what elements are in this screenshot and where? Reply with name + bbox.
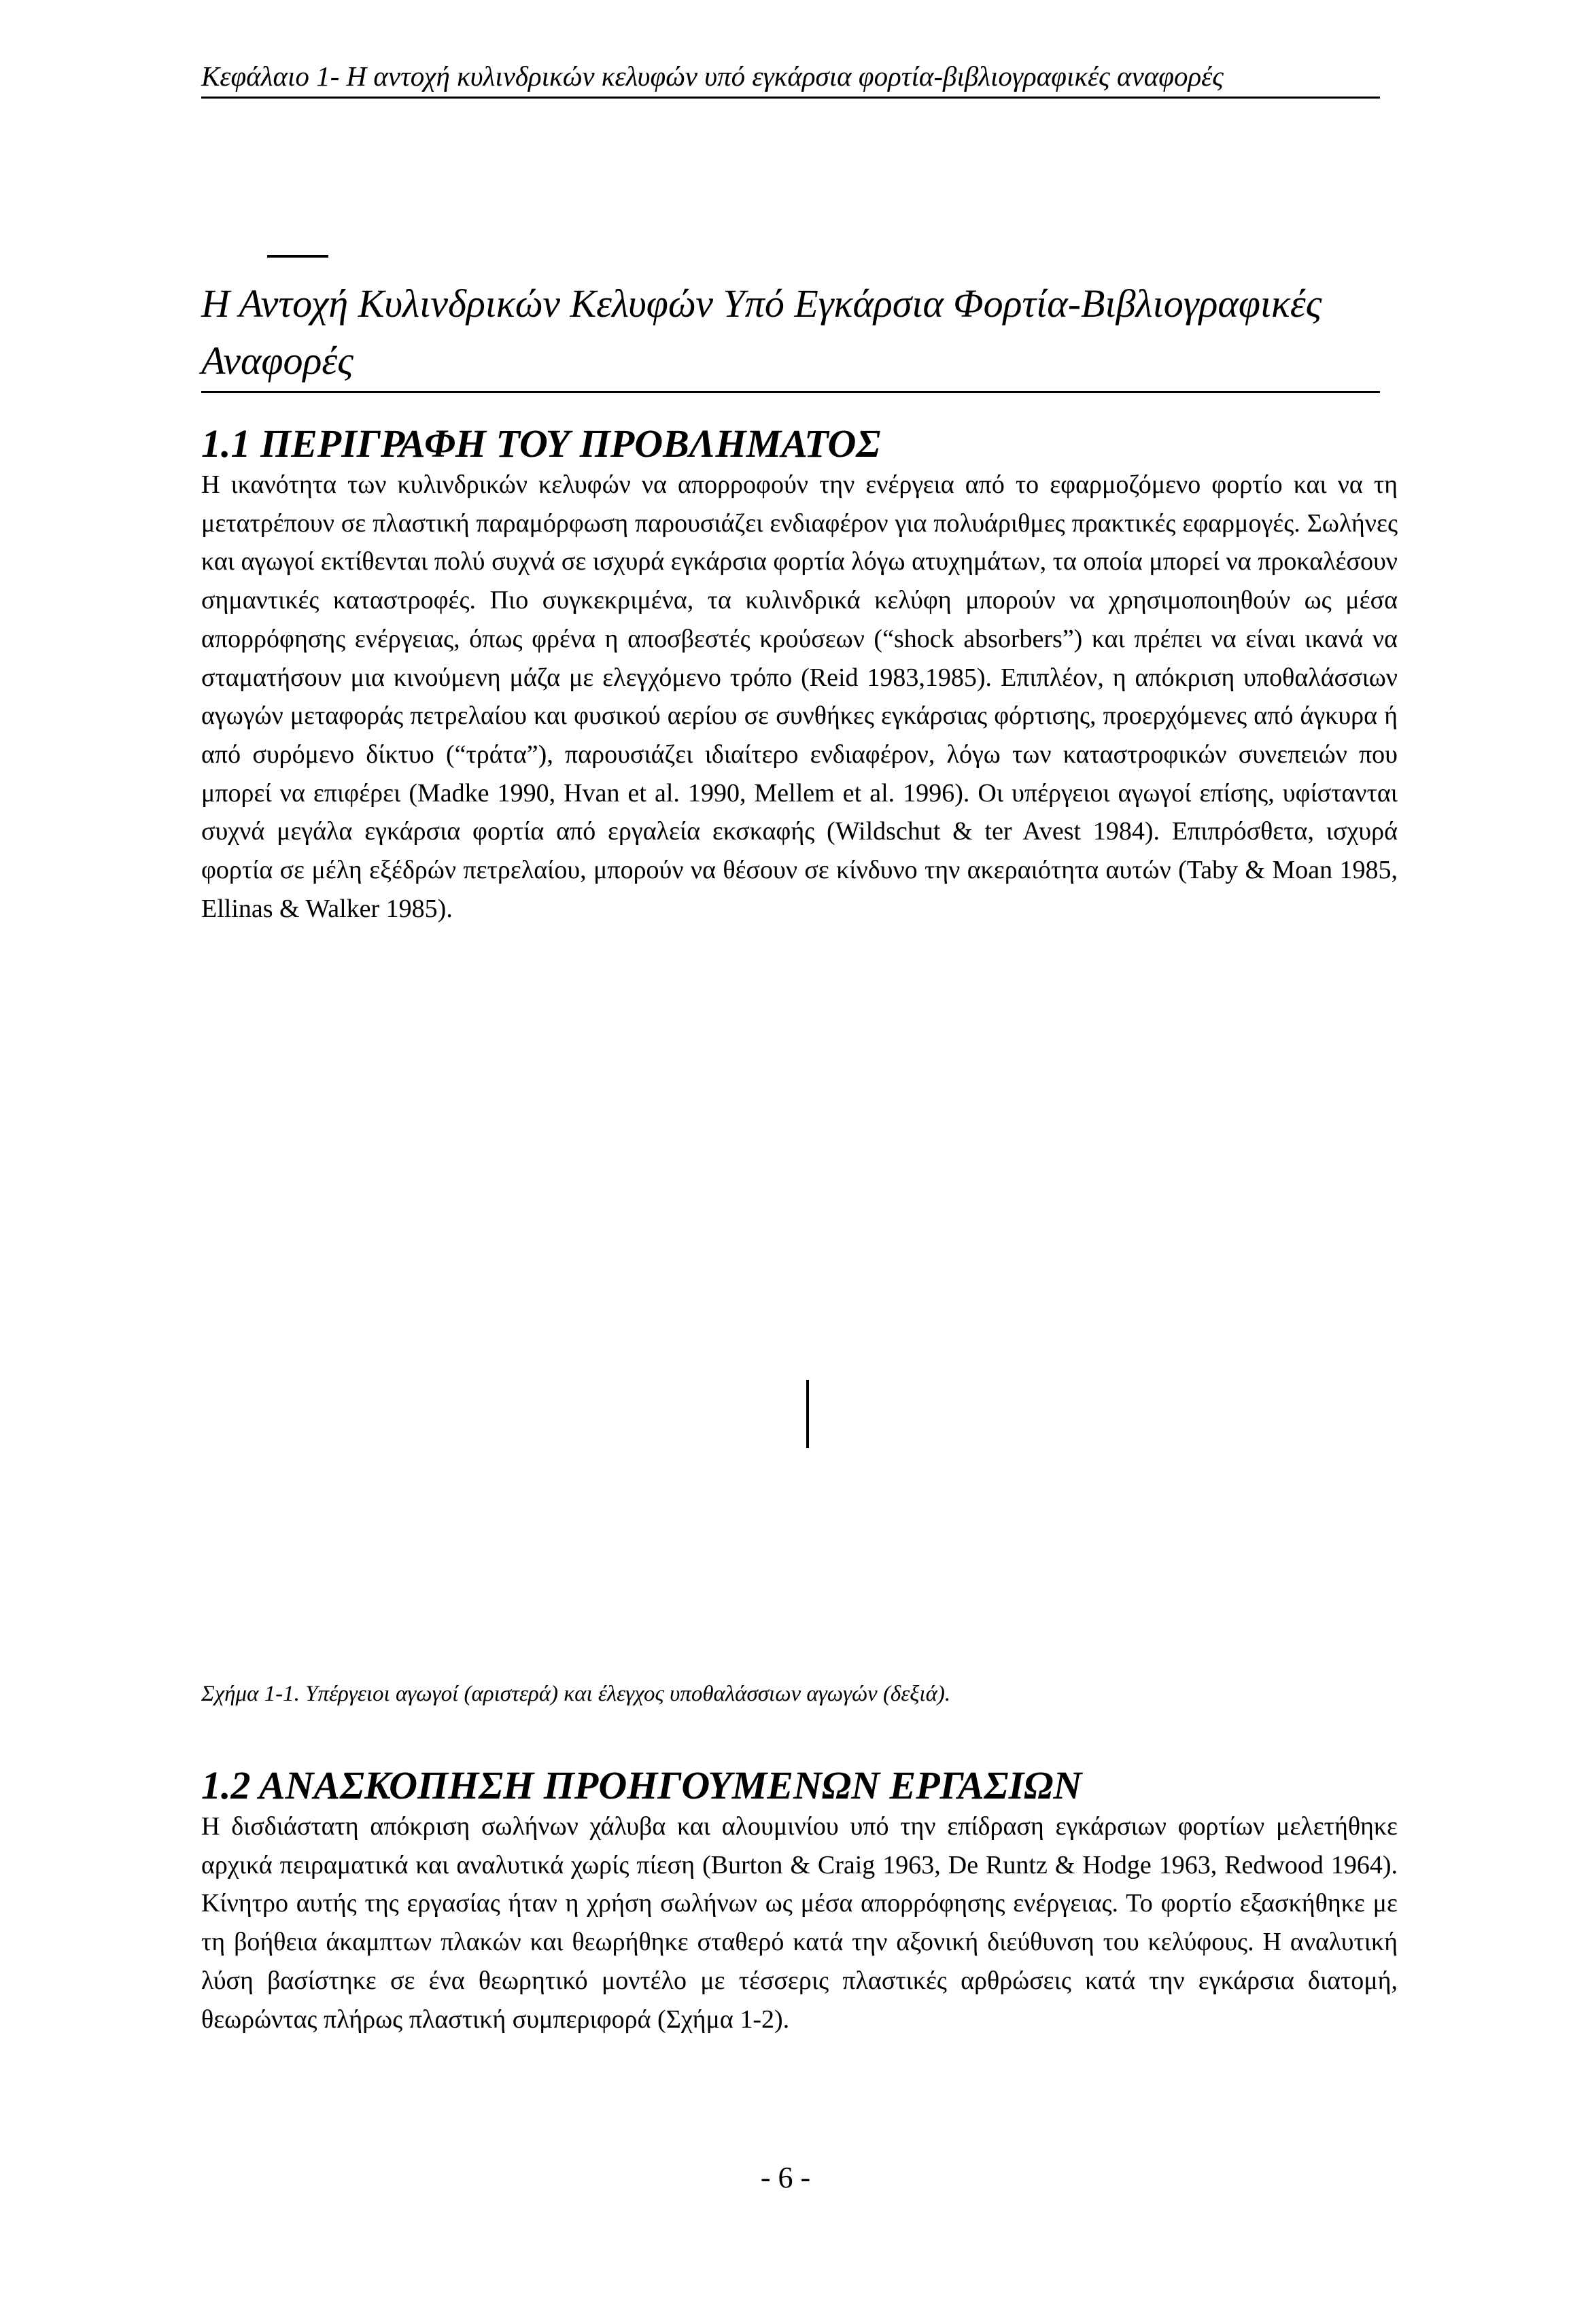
section-1-1-paragraph: Η ικανότητα των κυλινδρικών κελυφών να απορροφούν την ενέργεια από το εφαρμοζόμενο φορτίο και να τη μετατρέπουν σε πλαστική παραμόρφωση παρουσιάζει ενδιαφέρον για πολυάριθμες πρακτικές εφαρμογές. Σωλήνες και αγωγοί εκτίθενται πολύ συχνά σε ισχυρά εγκάρσια φορτία λόγω ατυχημάτων, τα οποία μπορεί να προκαλέσουν σημαντικές καταστροφές. Πιο συγκεκριμένα, τα κυλινδρικά κελύφη μπορούν να χρησιμοποιηθούν ως μέσα απορρόφησης ενέργειας, όπως φρένα η αποσβεστές κρούσεων (“shock absorbers”) και πρέπει να είναι ικανά να σταματήσουν μια κινούμενη μάζα με ελεγχόμενο τρόπο (Reid 1983,1985). Επιπλέον, η απόκριση υποθαλάσσιων αγωγών μεταφοράς πετρελαίου και φυσικού αερίου σε συνθήκες εγκάρσιας φόρτισης, προερχόμενες από άγκυρα ή από συρόμενο δίκτυο (“τράτα”), παρουσιάζει ιδιαίτερο ενδιαφέρον, λόγω των καταστροφικών συνεπειών που μπορεί να επιφέρει (Madke 1990, Hvan et al. 1990, Mellem et al. 1996). Οι υπέργειοι αγωγοί επίσης, υφίστανται συχνά μεγάλα εγκάρσια φορτία από εργαλεία εκσκαφής (Wildschut & ter Avest 1984). Επιπρόσθετα, ισχυρά φορτία σε μέλη εξέδρών πετρελαίου, μπορούν να θέσουν σε κίνδυνο την ακεραιότητα αυτών (Taby & Moan 1985, Ellinas & Walker 1985). [201, 470, 1398, 923]
figure-caption: Σχήμα 1-1. Υπέργειοι αγωγοί (αριστερά) και έλεγχος υποθαλάσσιων αγωγών (δεξιά). [201, 1682, 951, 1706]
running-header: Κεφάλαιο 1- Η αντοχή κυλινδρικών κελυφών υπό εγκάρσια φορτία-βιβλιογραφικές αναφορές [201, 58, 1380, 99]
section-1-2-paragraph: Η δισδιάστατη απόκριση σωλήνων χάλυβα και αλουμινίου υπό την επίδραση εγκάρσιων φορτίων μελετήθηκε αρχικά πειραματικά και αναλυτικά χωρίς πίεση (Burton & Craig 1963, De Runtz & Hodge 1963, Redwood 1964). Κίνητρο αυτής της εργασίας ήταν η χρήση σωλήνων ως μέσα απορρόφησης ενέργειας. Το φορτίο εξασκήθηκε με τη βοήθεια άκαμπτων πλακών και θεωρήθηκε σταθερό κατά την αξονική διεύθυνση του κελύφους. Η αναλυτική λύση βασίστηκε σε ένα θεωρητικό μοντέλο με τέσσερις πλαστικές αρθρώσεις κατά την εγκάρσια διατομή, θεωρώντας πλήρως πλαστική συμπεριφορά (Σχήμα 1-2). [201, 1812, 1398, 2034]
chapter-title: Η Αντοχή Κυλινδρικών Κελυφών Υπό Εγκάρσια Φορτία-Βιβλιογραφικές Αναφορές [201, 275, 1380, 393]
page-number: - 6 - [760, 2161, 811, 2194]
figure-1-1 [201, 1190, 1380, 1665]
section-heading-1-2: 1.2 ΑΝΑΣΚΟΠΗΣΗ ΠΡΟΗΓΟΥΜΕΝΩΝ ΕΡΓΑΣΙΩΝ [201, 1763, 1082, 1807]
figure-divider-line [806, 1380, 809, 1448]
section-heading-1-1: 1.1 ΠΕΡΙΓΡΑΦΗ ΤΟΥ ΠΡΟΒΛΗΜΑΤΟΣ [201, 421, 881, 466]
decorative-rule [267, 255, 328, 258]
